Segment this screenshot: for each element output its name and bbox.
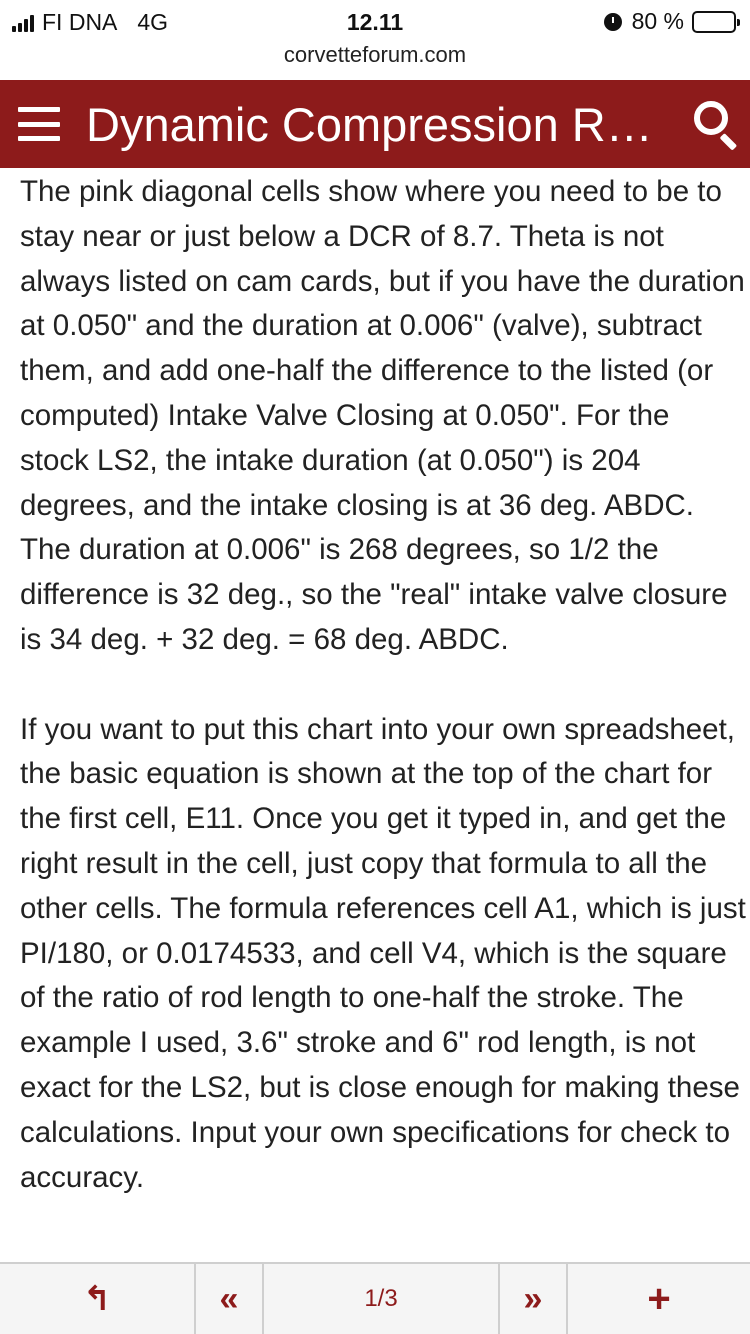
network-type: 4G (137, 9, 169, 35)
double-chevron-right-icon: » (523, 1279, 543, 1318)
status-right (604, 8, 736, 35)
plus-icon: + (647, 1276, 671, 1321)
carrier-name: FI DNA (42, 9, 118, 35)
next-page-button[interactable] (500, 1264, 568, 1334)
reply-arrow-icon: ↰ (82, 1280, 112, 1318)
bottom-toolbar (0, 1262, 750, 1334)
status-time: 12.11 (346, 9, 404, 35)
battery-icon (692, 11, 736, 33)
search-icon[interactable] (692, 99, 742, 149)
status-bar (0, 0, 750, 80)
page-url[interactable]: corvetteforum.com (283, 42, 467, 67)
battery-percent: 80 % (631, 8, 684, 34)
hamburger-menu-icon[interactable] (18, 107, 60, 141)
post-content (20, 168, 746, 1263)
page-title: Dynamic Compression R… (86, 97, 653, 151)
post-paragraph: The pink diagonal cells show where you need to be to stay near or just below a DCR of 8.7. Theta is not always listed on cam cards, but if you have the duration at 0.050" and the duration at 0.006" (valve), subtract them, and add one-half the difference to the listed (or computed) Intake Valve Closing at 0.050". For the stock LS2, the intake duration (at 0.050") is 204 degrees, and the intake closing is at 36 deg. ABDC. The duration at 0.006" is 268 degrees, so 1/2 the difference is 32 deg., so the "real" intake valve closure is 34 deg. + 32 deg. = 68 deg. ABDC. (20, 175, 745, 656)
back-button[interactable] (0, 1264, 196, 1334)
add-button[interactable] (568, 1264, 750, 1334)
previous-page-button[interactable] (196, 1264, 264, 1334)
alarm-clock-icon (604, 13, 622, 31)
post-paragraph: If you want to put this chart into your own spreadsheet, the basic equation is shown at the top of the chart for the first cell, E11. Once you get it typed in, and get the right result in the cell, just copy that formula to all the other cells. The formula references cell A1, which is just PI/180, or 0.0174533, and cell V4, which is the square of the ratio of rod length to one-half the stroke. The example I used, 3.6" stroke and 6" rod length, is not exact for the LS2, but is close enough for making these calculations. Input your own specifications for check to accuracy. (20, 712, 746, 1194)
page-indicator[interactable]: 1/3 (264, 1264, 500, 1334)
double-chevron-left-icon: « (219, 1279, 239, 1318)
page-header (0, 80, 750, 168)
